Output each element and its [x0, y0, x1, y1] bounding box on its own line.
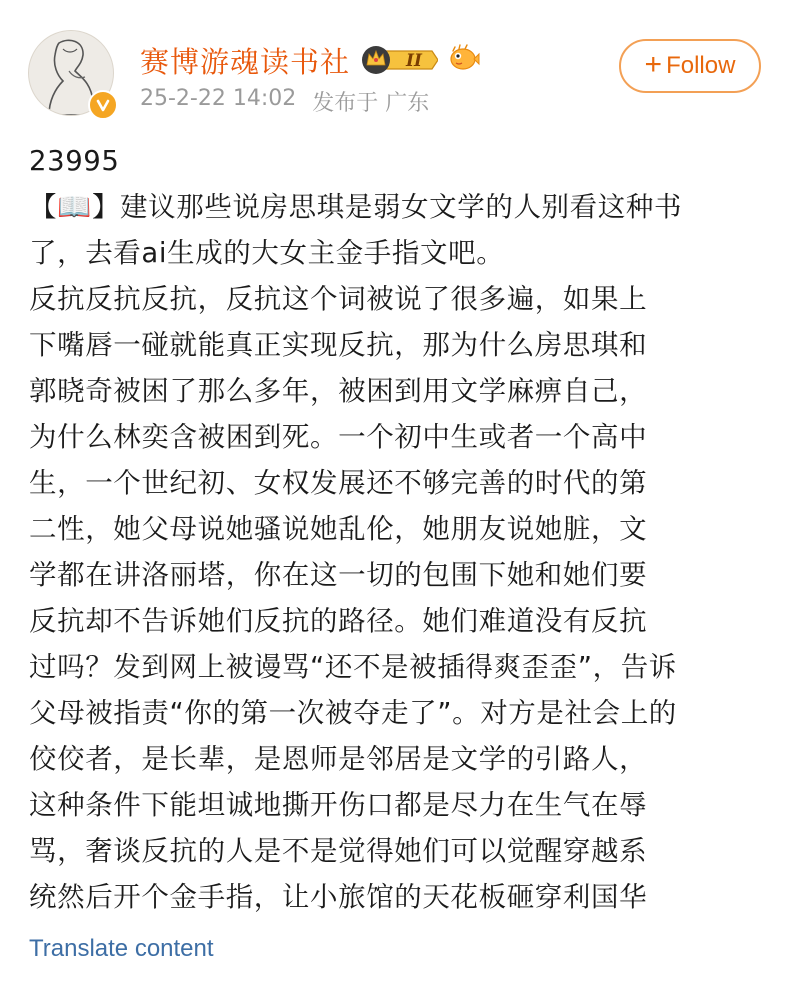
post-line: 骂，奢谈反抗的人是不是觉得她们可以觉醒穿越系 — [29, 835, 648, 867]
post-line: 23995 — [29, 145, 120, 177]
post-line: 二性，她父母说她骚说她乱伦，她朋友说她脏，文 — [29, 513, 648, 545]
post-line: 郭晓奇被困了那么多年，被困到用文学麻痹自己， — [29, 375, 648, 407]
author-row — [140, 40, 480, 80]
post-line: 下嘴唇一碰就能真正实现反抗，那为什么房思琪和 — [29, 329, 648, 361]
follow-button[interactable] — [619, 39, 761, 93]
post-line: 反抗反抗反抗，反抗这个词被说了很多遍，如果上 — [29, 283, 648, 315]
post-line: 反抗却不告诉她们反抗的路径。她们难道没有反抗 — [29, 605, 648, 637]
post-line: 统然后开个金手指，让小旅馆的天花板砸穿利国华 — [29, 881, 648, 913]
post-body — [29, 138, 769, 920]
follow-label: Follow — [666, 52, 736, 79]
post-line: 这种条件下能坦诚地撕开伤口都是尽力在生气在辱 — [29, 789, 648, 821]
translate-content-link[interactable]: Translate content — [29, 935, 214, 962]
crown-level-icon[interactable] — [360, 43, 438, 77]
post-line: 父母被指责“你的第一次被夺走了”。对方是社会上的 — [29, 697, 677, 729]
post-location: 发布于 广东 — [312, 91, 430, 116]
plus-icon: + — [644, 47, 663, 81]
post-line: 学都在讲洛丽塔，你在这一切的包围下她和她们要 — [29, 559, 648, 591]
post-timestamp: 25-2-22 14:02 — [140, 86, 297, 111]
post-line: 【📖】建议那些说房思琪是弱女文学的人别看这种书 — [29, 191, 683, 223]
post-line: 过吗？发到网上被谩骂“还不是被插得爽歪歪”，告诉 — [29, 651, 677, 683]
post-header — [0, 0, 791, 130]
author-name[interactable]: 赛博游魂读书社 — [140, 44, 351, 79]
post-line: 佼佼者，是长辈，是恩师是邻居是文学的引路人， — [29, 743, 648, 775]
post-line: 生，一个世纪初、女权发展还不够完善的时代的第 — [29, 467, 648, 499]
pufferfish-fan-icon[interactable] — [448, 43, 480, 77]
verified-icon — [88, 90, 118, 120]
post-meta — [140, 86, 429, 117]
level-label: II — [406, 51, 422, 71]
post-line: 了，去看ai生成的大女主金手指文吧。 — [29, 237, 505, 269]
post-line: 为什么林奕含被困到死。一个初中生或者一个高中 — [29, 421, 648, 453]
